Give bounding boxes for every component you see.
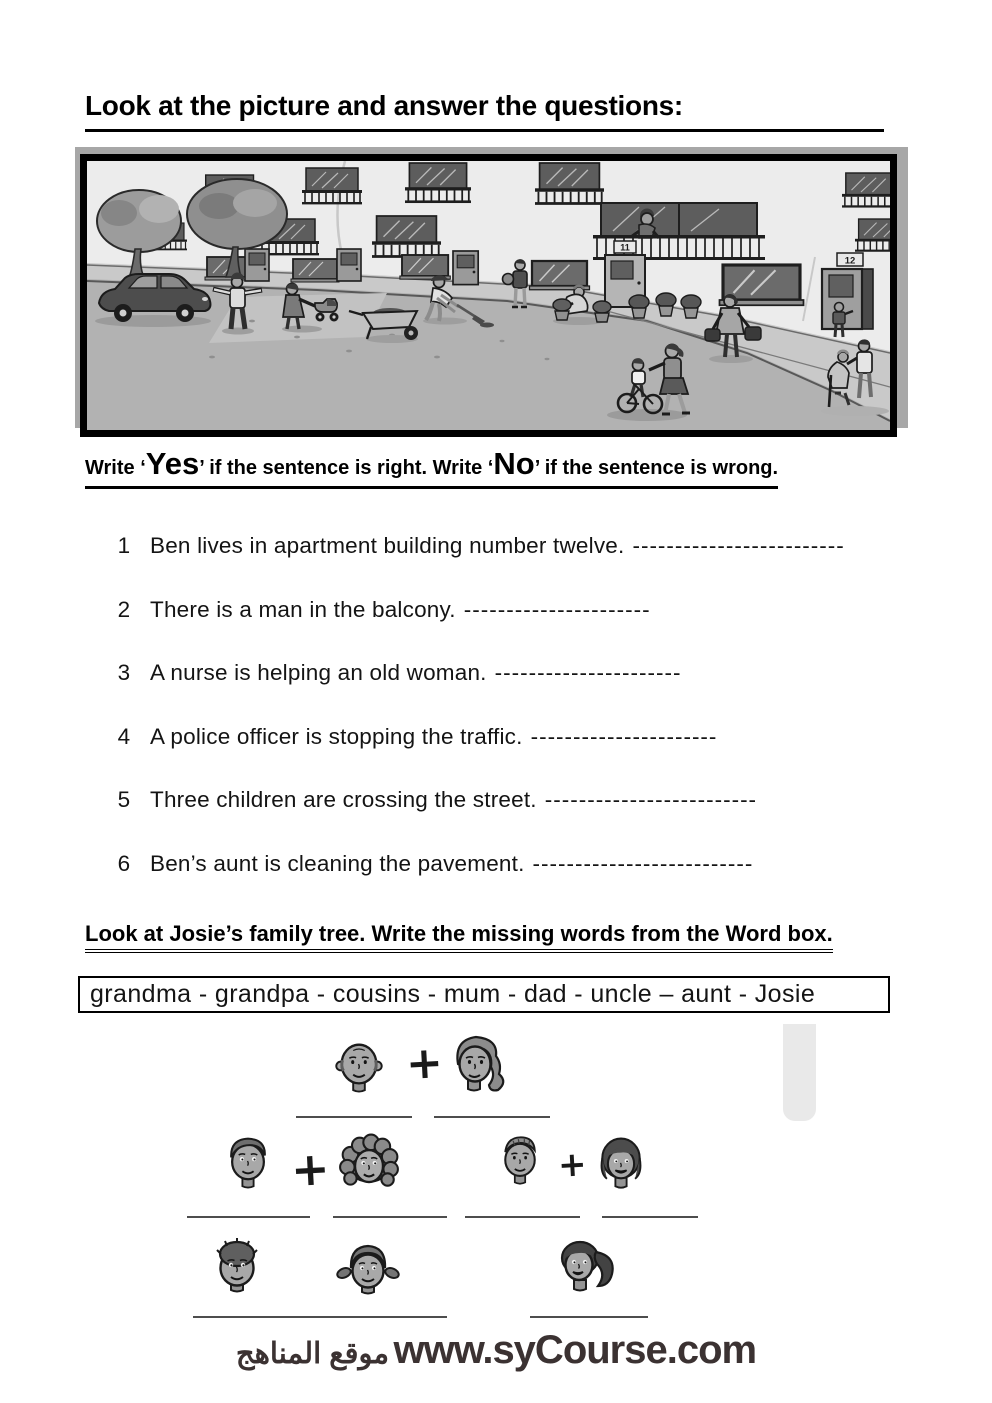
- question-row-5: [113, 787, 757, 813]
- answer-blank: ----------------------: [494, 660, 682, 685]
- answer-blank: -------------------------: [544, 787, 758, 812]
- street-scene-picture: [80, 154, 897, 437]
- question-number: 1: [117, 533, 131, 558]
- yes-word: Yes: [145, 446, 200, 481]
- family-answer-line: [602, 1216, 698, 1218]
- uncle-face: [494, 1126, 546, 1192]
- question-text: A police officer is stopping the traffic.: [150, 724, 523, 749]
- footer: [0, 1328, 992, 1373]
- family-answer-line: [434, 1116, 550, 1118]
- answer-blank: ----------------------: [463, 597, 651, 622]
- family-answer-line: [333, 1216, 447, 1218]
- ponytail-girl-face: [548, 1232, 636, 1296]
- page-title: Look at the picture and answer the questions:: [85, 90, 683, 121]
- footer-url: www.syCourse.com: [393, 1328, 757, 1372]
- family-answer-line: [193, 1316, 447, 1318]
- question-number: 5: [117, 787, 131, 812]
- question-text: Ben’s aunt is cleaning the pavement.: [150, 851, 525, 876]
- question-number: 3: [117, 660, 131, 685]
- question-number: 2: [117, 597, 131, 622]
- plant-pots: [629, 293, 701, 318]
- grandpa-face: [330, 1032, 388, 1098]
- mum-face: [334, 1132, 404, 1196]
- yes-no-instruction: Write ‘Yes’ if the sentence is right. Write ‘No’ if the sentence is wrong.: [85, 446, 778, 489]
- question-row-1: [113, 533, 845, 559]
- aunt-face: [592, 1130, 650, 1192]
- grandma-face: [446, 1028, 520, 1098]
- scrollbar-artifact: [783, 1024, 816, 1121]
- pigtail-girl-face: [330, 1238, 406, 1296]
- family-answer-line: [296, 1116, 412, 1118]
- question-row-6: [113, 851, 753, 877]
- question-text: Three children are crossing the street.: [150, 787, 537, 812]
- question-row-3: [113, 660, 681, 686]
- question-row-2: [113, 597, 651, 623]
- door-number-12: 12: [844, 255, 856, 267]
- boy-face: [206, 1234, 268, 1296]
- plus-icon: +: [404, 1037, 445, 1090]
- plus-icon: +: [289, 1141, 331, 1197]
- no-word: No: [493, 446, 535, 481]
- family-answer-line: [530, 1316, 648, 1318]
- question-text: A nurse is helping an old woman.: [150, 660, 487, 685]
- answer-blank: -------------------------: [632, 533, 845, 558]
- dad-face: [220, 1128, 276, 1194]
- question-text: There is a man in the balcony.: [150, 597, 456, 622]
- question-row-4: [113, 724, 717, 750]
- answer-blank: --------------------------: [532, 851, 754, 876]
- street-scene-illustration: [87, 161, 890, 430]
- question-number: 6: [117, 851, 131, 876]
- family-tree-heading: Look at Josie’s family tree. Write the missing words from the Word box.: [85, 921, 833, 953]
- door-number-11: 11: [620, 242, 630, 253]
- family-answer-line: [187, 1216, 310, 1218]
- plus-icon: +: [556, 1144, 588, 1186]
- title-underline: [85, 129, 884, 132]
- family-answer-line: [465, 1216, 580, 1218]
- instruction-text: Write ‘: [85, 457, 146, 479]
- question-text: Ben lives in apartment building number twelve.: [150, 533, 625, 558]
- answer-blank: ----------------------: [530, 724, 718, 749]
- question-number: 4: [117, 724, 131, 749]
- footer-arabic-site-name: موقع المناهج: [235, 1338, 390, 1370]
- word-box: grandma - grandpa - cousins - mum - dad - uncle – aunt - Josie: [78, 976, 890, 1013]
